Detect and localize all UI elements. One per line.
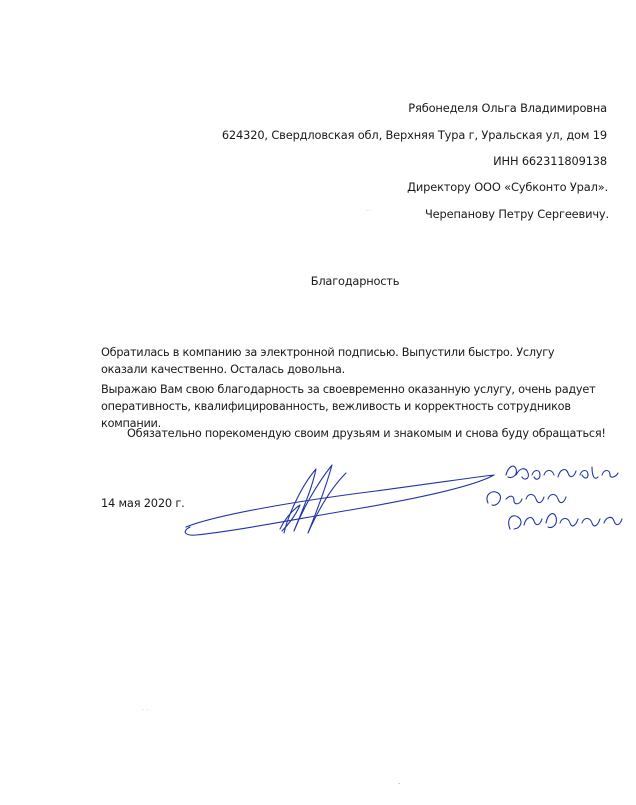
recipient-position: Директору ООО «Субконто Урал». [407,180,608,194]
scan-artifact: · · [142,706,149,714]
paragraph-1: Обратилась в компанию за электронной подписью. Выпустили быстро. Услугу оказали качественно. Осталась довольна. [101,346,555,376]
letter-title: Благодарность [310,274,400,288]
signature-line-1 [506,466,618,479]
sender-address: 624320, Свердловская обл, Верхняя Тура г, Уральская ул, дом 19 [221,128,607,142]
signature-line-3 [509,514,622,529]
sender-name: Рябонеделя Ольга Владимировна [408,101,607,115]
letter-date: 14 мая 2020 г. [101,496,185,510]
paragraph-3: Обязательно порекомендую своим друзьям и знакомым и снова буду обращаться! [127,427,606,440]
scan-artifact: ·· [366,207,371,215]
scan-artifact: · [398,780,401,788]
handwritten-signature [176,455,626,545]
recipient-name: Черепанову Петру Сергеевичу. [425,207,609,221]
sender-inn: ИНН 662311809138 [493,154,607,168]
signature-loop [280,505,300,531]
paragraph-2: Выражаю Вам свою благодарность за своевременно оказанную услугу, очень радует оперативность, квалифицированность, вежливость и корректность сотрудников компании. [101,383,596,430]
signature-swoosh [185,475,494,535]
signature-line-2 [487,492,566,506]
